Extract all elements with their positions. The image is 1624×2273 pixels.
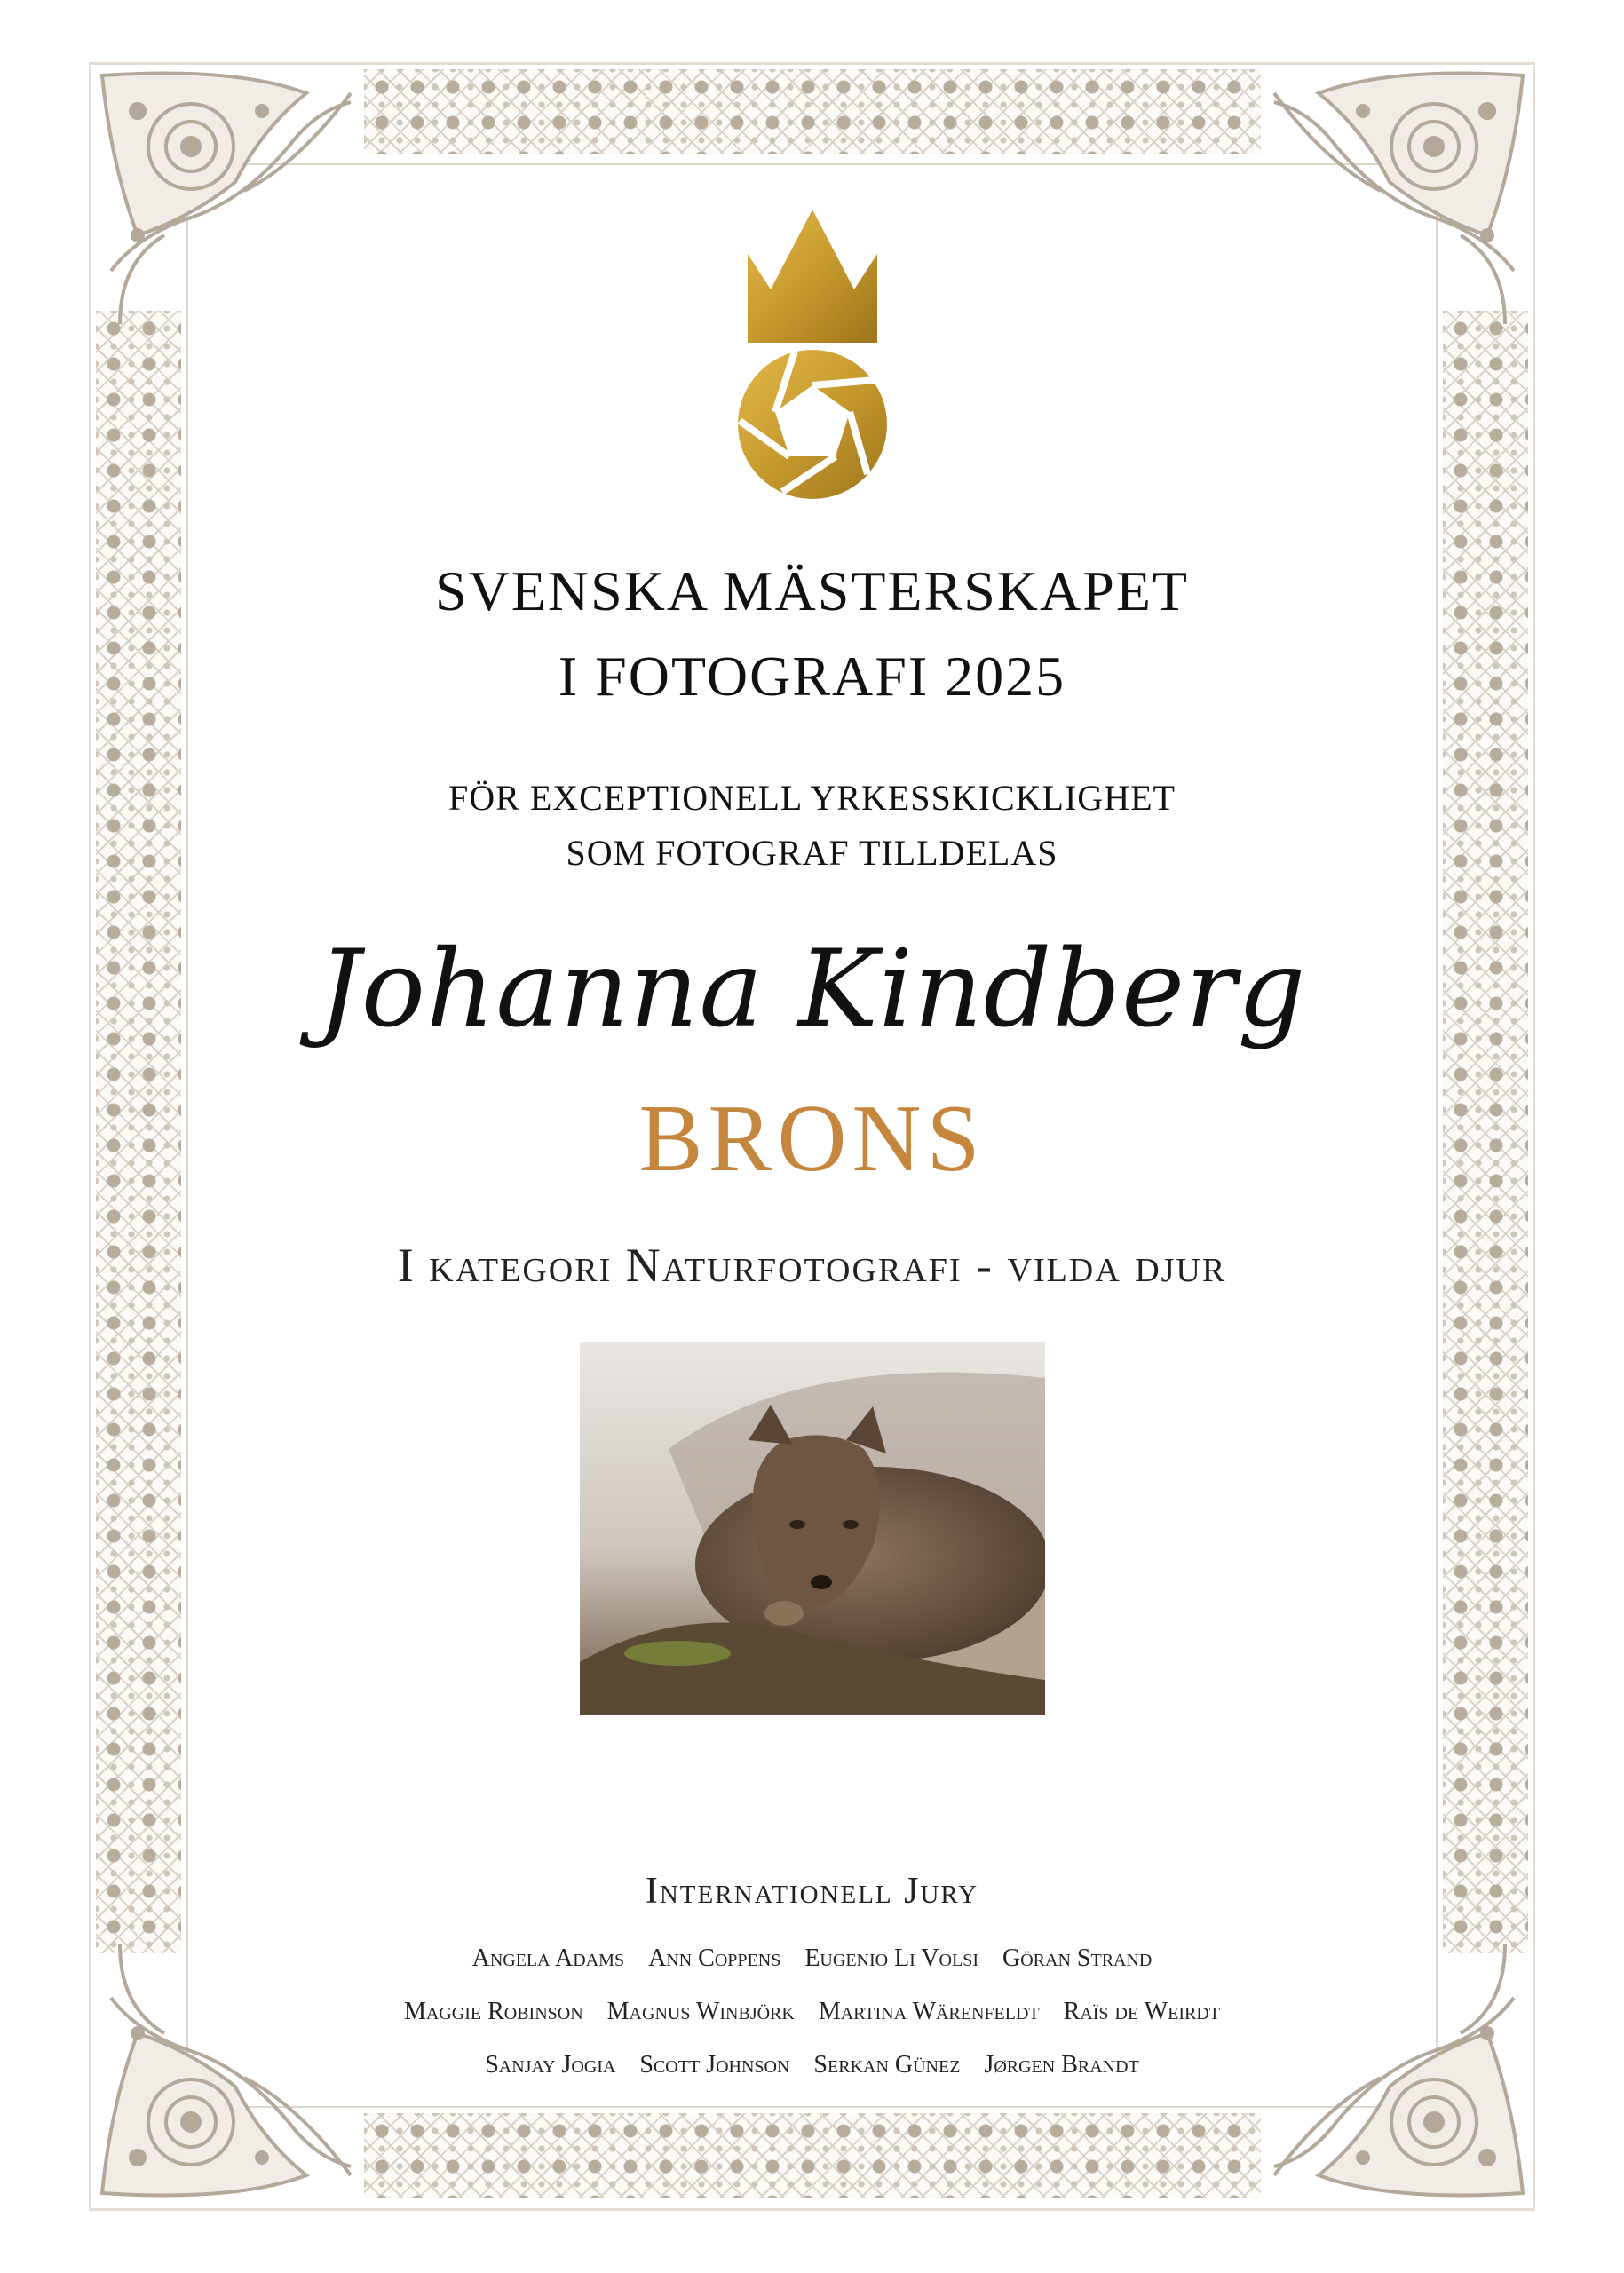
ornament-border-top <box>364 69 1261 154</box>
subtitle-line-2: SOM FOTOGRAF TILLDELAS <box>566 833 1058 873</box>
jury-member: Jørgen Brandt <box>984 2051 1139 2079</box>
certificate-subtitle <box>0 771 1624 881</box>
jury-member: Göran Strand <box>1002 1944 1153 1972</box>
corner-ornament-top-right <box>1248 58 1541 351</box>
award-level: BRONS <box>638 1086 986 1192</box>
subtitle-line-1: FÖR EXCEPTIONELL YRKESSKICKLIGHET <box>448 778 1176 818</box>
arctic-fox-photo <box>580 1342 1045 1715</box>
jury-member: Raïs de Weirdt <box>1063 1998 1221 2025</box>
title-line-2: I FOTOGRAFI 2025 <box>558 645 1066 708</box>
jury-member: Martina Wärenfeldt <box>818 1998 1040 2025</box>
jury-member: Sanjay Jogia <box>485 2051 616 2079</box>
jury-heading: Internationell Jury <box>645 1871 979 1912</box>
jury-member: Ann Coppens <box>648 1944 781 1972</box>
corner-ornament-top-left <box>84 58 377 351</box>
crown-aperture-logo <box>728 202 897 504</box>
certificate-title <box>0 549 1624 719</box>
ornament-border-bottom <box>364 2113 1261 2198</box>
jury-member: Eugenio Li Volsi <box>804 1944 979 1972</box>
jury-row-1 <box>0 1941 1624 1976</box>
jury-member: Serkan Günez <box>813 2051 961 2079</box>
jury-member: Magnus Winbjörk <box>606 1998 795 2025</box>
jury-row-3 <box>0 2047 1624 2083</box>
award-category: I kategori Naturfotografi - vilda djur <box>397 1239 1227 1292</box>
recipient-name: Johanna Kindberg <box>317 928 1307 1051</box>
jury-member: Maggie Robinson <box>403 1998 583 2025</box>
jury-member: Angela Adams <box>471 1944 625 1972</box>
jury-row-2 <box>0 1994 1624 2030</box>
jury-member: Scott Johnson <box>639 2051 790 2079</box>
title-line-1: SVENSKA MÄSTERSKAPET <box>434 559 1190 622</box>
